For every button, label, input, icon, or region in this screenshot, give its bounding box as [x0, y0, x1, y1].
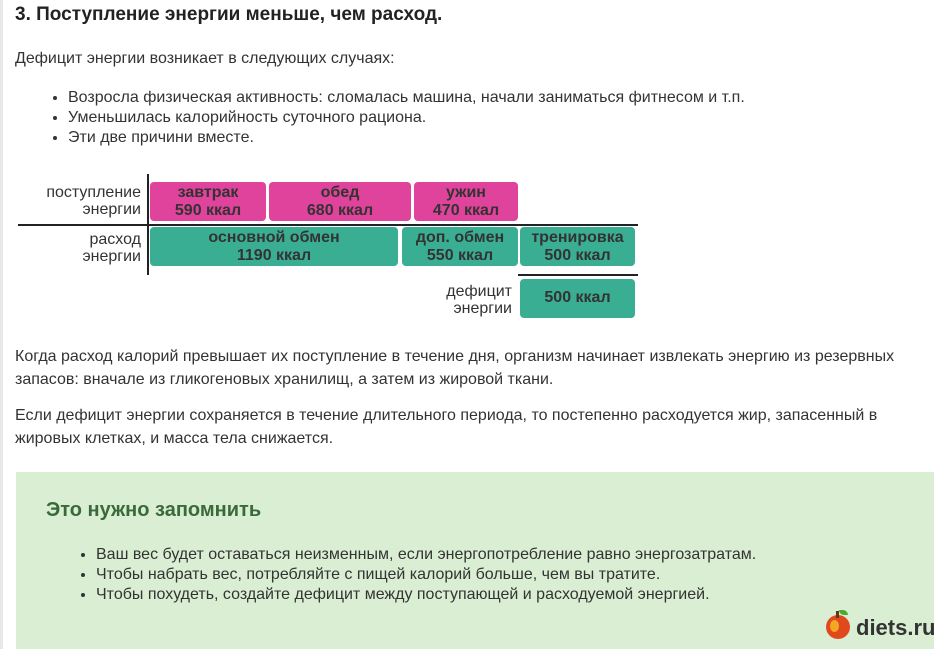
- deficit-label-line: дефицит: [446, 283, 512, 300]
- block-name: завтрак: [177, 184, 239, 201]
- expense-row-label: [10, 231, 141, 265]
- deficit-row-label: [400, 283, 512, 317]
- expense-block-basal: [150, 227, 398, 266]
- block-value: 500 ккал: [544, 289, 611, 306]
- list-item: • Эти две причини вместе.: [68, 128, 745, 148]
- watermark-text: diets.ru: [856, 615, 936, 640]
- income-block-dinner: [414, 182, 518, 221]
- block-value: 470 ккал: [432, 202, 500, 219]
- deficit-label-line: энергии: [453, 300, 512, 317]
- block-name: доп. обмен: [415, 229, 505, 246]
- causes-list: [40, 88, 745, 148]
- expense-label-line: энергии: [82, 248, 141, 265]
- block-name: тренировка: [531, 229, 624, 246]
- block-name: обед: [320, 184, 360, 201]
- expense-block-extra: [402, 227, 518, 266]
- paragraph-glycogen: Когда расход калорий превышает их поступление в течение дня, организм начинает извлекать энергию из резервных запасов: вначале из гликогеновых хранилищ, а затем из жировой ткани.: [15, 348, 895, 388]
- income-row-label: [10, 184, 141, 218]
- block-value: 1190 ккал: [236, 247, 312, 264]
- block-value: 550 ккал: [426, 247, 494, 264]
- income-label-line: поступление: [46, 184, 141, 201]
- apple-icon: [826, 615, 850, 639]
- paragraph-fat: Если дефицит энергии сохраняется в течение длительного периода, то постепенно расходуется жир, запасенный в жировых клетках, и масса тела снижается.: [15, 407, 878, 447]
- list-item: • Уменьшилась калорийность суточного рациона.: [68, 108, 745, 128]
- list-item: • Ваш вес будет оставаться неизменным, если энергопотребление равно энергозатратам.: [96, 545, 756, 565]
- block-value: 590 ккал: [174, 202, 242, 219]
- block-name: основной обмен: [208, 229, 340, 246]
- diagram-divider: [18, 224, 638, 226]
- diagram-deficit-divider: [518, 274, 638, 276]
- deficit-block: [520, 279, 635, 318]
- intro-text: Дефицит энергии возникает в следующих случаях:: [15, 50, 395, 67]
- remember-title: Это нужно запомнить: [46, 499, 262, 521]
- remember-box: [16, 472, 934, 649]
- block-value: 500 ккал: [544, 247, 611, 264]
- expense-block-training: [520, 227, 635, 266]
- page-left-border: [0, 0, 3, 649]
- block-value: 680 ккал: [306, 202, 374, 219]
- block-name: ужин: [446, 184, 486, 201]
- expense-label-line: расход: [89, 231, 141, 248]
- remember-list: [68, 545, 756, 605]
- income-label-line: энергии: [82, 201, 141, 218]
- income-block-lunch: [269, 182, 411, 221]
- income-block-breakfast: [150, 182, 266, 221]
- list-item: • Чтобы похудеть, создайте дефицит между поступающей и расходуемой энергией.: [96, 585, 756, 605]
- section-heading: 3. Поступление энергии меньше, чем расход.: [15, 4, 443, 25]
- list-item: • Чтобы набрать вес, потребляйте с пищей калорий больше, чем вы тратите.: [96, 565, 756, 585]
- list-item: • Возросла физическая активность: сломалась машина, начали заниматься фитнесом и т.п.: [68, 88, 745, 108]
